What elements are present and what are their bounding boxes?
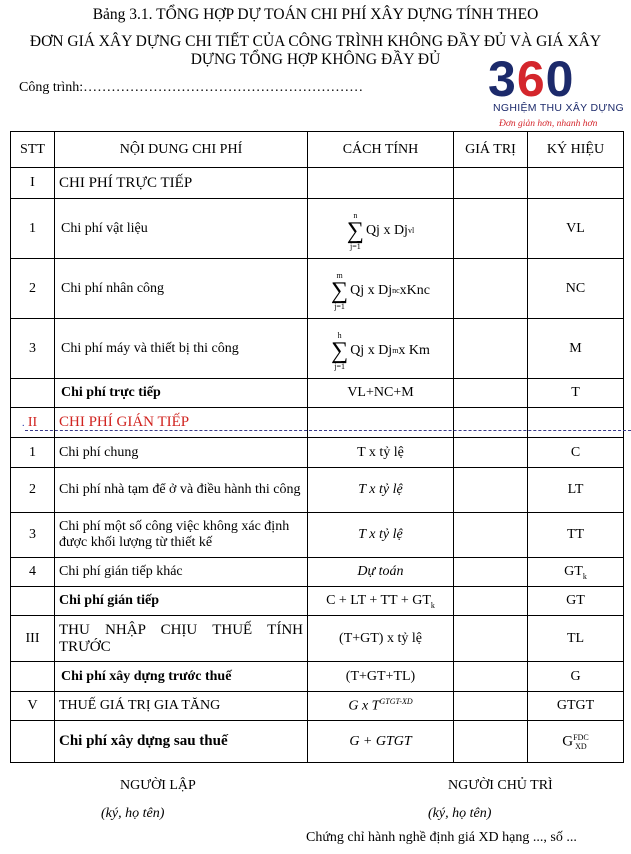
cell-code: M [528,319,624,379]
cell-stt: 2 [11,259,55,319]
preparer-label: NGƯỜI LẬP [120,778,196,793]
cell-content: CHI PHÍ TRỰC TIẾP [55,168,308,199]
cell-calc: G + GTGT [308,721,454,763]
cell-calc: VL+NC+M [308,379,454,408]
cell-content: Chi phí vật liệu [55,199,308,259]
cell-stt [11,379,55,408]
cell-content: Chi phí chung [55,438,308,468]
cell-content: Chi phí một số công việc không xác định được khối lượng từ thiết kế [55,513,308,558]
cell-stt [11,587,55,616]
cell-content: CHI PHÍ GIÁN TIẾP [55,408,308,438]
cell-code: G FDC XD [528,721,624,763]
cell-stt: V [11,692,55,721]
table-title-line-2: ĐƠN GIÁ XÂY DỰNG CHI TIẾT CỦA CÔNG TRÌNH KHÔNG ĐẦY ĐỦ VÀ GIÁ XÂY [29,33,602,50]
supervisor-sign-note: (ký, họ tên) [428,806,492,821]
table-row [11,168,624,199]
cell-stt: 2 [11,468,55,513]
cell-value [454,259,528,319]
cell-calc [308,199,454,259]
cell-calc [308,408,454,438]
cell-code: NC [528,259,624,319]
cell-value [454,199,528,259]
header-code: KÝ HIỆU [528,132,624,168]
cell-content: Chi phí gián tiếp khác [55,558,308,587]
cell-calc: T x tỷ lệ [308,468,454,513]
cell-code: T [528,379,624,408]
table-row [11,616,624,662]
table-row [11,558,624,587]
cell-code: TT [528,513,624,558]
table-row [11,408,624,438]
cell-stt: 1 [11,199,55,259]
cell-calc [308,319,454,379]
cell-stt [11,721,55,763]
cell-value [454,408,528,438]
cell-value [454,662,528,692]
cell-value [454,587,528,616]
cell-content: Chi phí trực tiếp [55,379,308,408]
cell-code: GT [528,587,624,616]
cell-code: C [528,438,624,468]
cell-calc: (T+GT) x tỷ lệ [308,616,454,662]
table-row [11,319,624,379]
cell-stt: 1 [11,438,55,468]
cell-code: VL [528,199,624,259]
table-title-line-1: Bảng 3.1. TỔNG HỢP DỰ TOÁN CHI PHÍ XÂY DỰNG TÍNH THEO [92,6,539,23]
cell-value [454,438,528,468]
cell-value [454,379,528,408]
cell-code: LT [528,468,624,513]
cell-value [454,616,528,662]
cell-content: Chi phí máy và thiết bị thi công [55,319,308,379]
header-content: NỘI DUNG CHI PHÍ [55,132,308,168]
cell-content: Chi phí xây dựng trước thuế [55,662,308,692]
cell-value [454,721,528,763]
cell-stt: 4 [11,558,55,587]
cursor-mark: . [22,418,25,429]
cell-value [454,558,528,587]
cell-stt: I [11,168,55,199]
cell-calc: (T+GT+TL) [308,662,454,692]
cell-value [454,692,528,721]
cell-value [454,168,528,199]
cost-summary-table [10,131,624,763]
cell-stt [11,662,55,692]
cell-content: THUẾ GIÁ TRỊ GIA TĂNG [55,692,308,721]
cell-code: G [528,662,624,692]
cell-value [454,468,528,513]
summation-formula: h ∑ j=1 Qj x Dj m x Km [331,330,430,371]
cell-content: Chi phí gián tiếp [55,587,308,616]
table-row [11,721,624,763]
table-row [11,662,624,692]
cell-value [454,513,528,558]
cell-code: $GT_k$ [528,558,624,587]
cell-value [454,319,528,379]
summation-formula: n ∑ j=1 Qj x Dj vl [346,210,415,251]
cell-code [528,168,624,199]
table-row [11,468,624,513]
logo-wordmark: 360 [488,51,575,107]
cell-calc: G x $T^{GTGT-XD}$ [308,692,454,721]
cell-content: Chi phí nhà tạm để ở và điều hành thi công [55,468,308,513]
project-label: Công trình:…………………………………………………… [19,80,364,95]
table-row [11,259,624,319]
preparer-sign-note: (ký, họ tên) [101,806,165,821]
table-title-line-3: DỰNG TỔNG HỢP KHÔNG ĐẦY ĐỦ [190,51,441,68]
cell-calc: T x tỷ lệ [308,438,454,468]
certificate-note: Chứng chỉ hành nghề định giá XD hạng ..., số ... [306,830,577,845]
cell-stt: 3 [11,513,55,558]
page-break-line [25,430,631,431]
cell-calc: Dự toán [308,558,454,587]
cell-stt: III [11,616,55,662]
table-row [11,692,624,721]
cell-stt: 3 [11,319,55,379]
cell-stt: II [11,408,55,438]
header-value: GIÁ TRỊ [454,132,528,168]
logo-subtitle: NGHIỆM THU XÂY DỰNG [493,102,624,114]
cell-calc [308,168,454,199]
logo-tagline: Đơn giản hơn, nhanh hơn [499,119,598,129]
table-row [11,379,624,408]
cell-code [528,408,624,438]
supervisor-label: NGƯỜI CHỦ TRÌ [448,778,553,793]
cell-calc [308,259,454,319]
cell-calc: T x tỷ lệ [308,513,454,558]
header-calc: CÁCH TÍNH [308,132,454,168]
header-stt: STT [11,132,55,168]
table-row [11,438,624,468]
cell-content: Chi phí nhân công [55,259,308,319]
table-row [11,513,624,558]
cell-calc: C + LT + TT + $GT_k$ [308,587,454,616]
cell-content: THU NHẬP CHỊU THUẾ TÍNH TRƯỚC [55,616,308,662]
brand-logo [488,52,628,134]
table-row [11,587,624,616]
cell-code: GTGT [528,692,624,721]
cell-code: TL [528,616,624,662]
cell-content: Chi phí xây dựng sau thuế [55,721,308,763]
summation-formula: m ∑ j=1 Qj x Dj nc xKnc [331,270,430,311]
table-header-row [11,132,624,168]
table-row [11,199,624,259]
